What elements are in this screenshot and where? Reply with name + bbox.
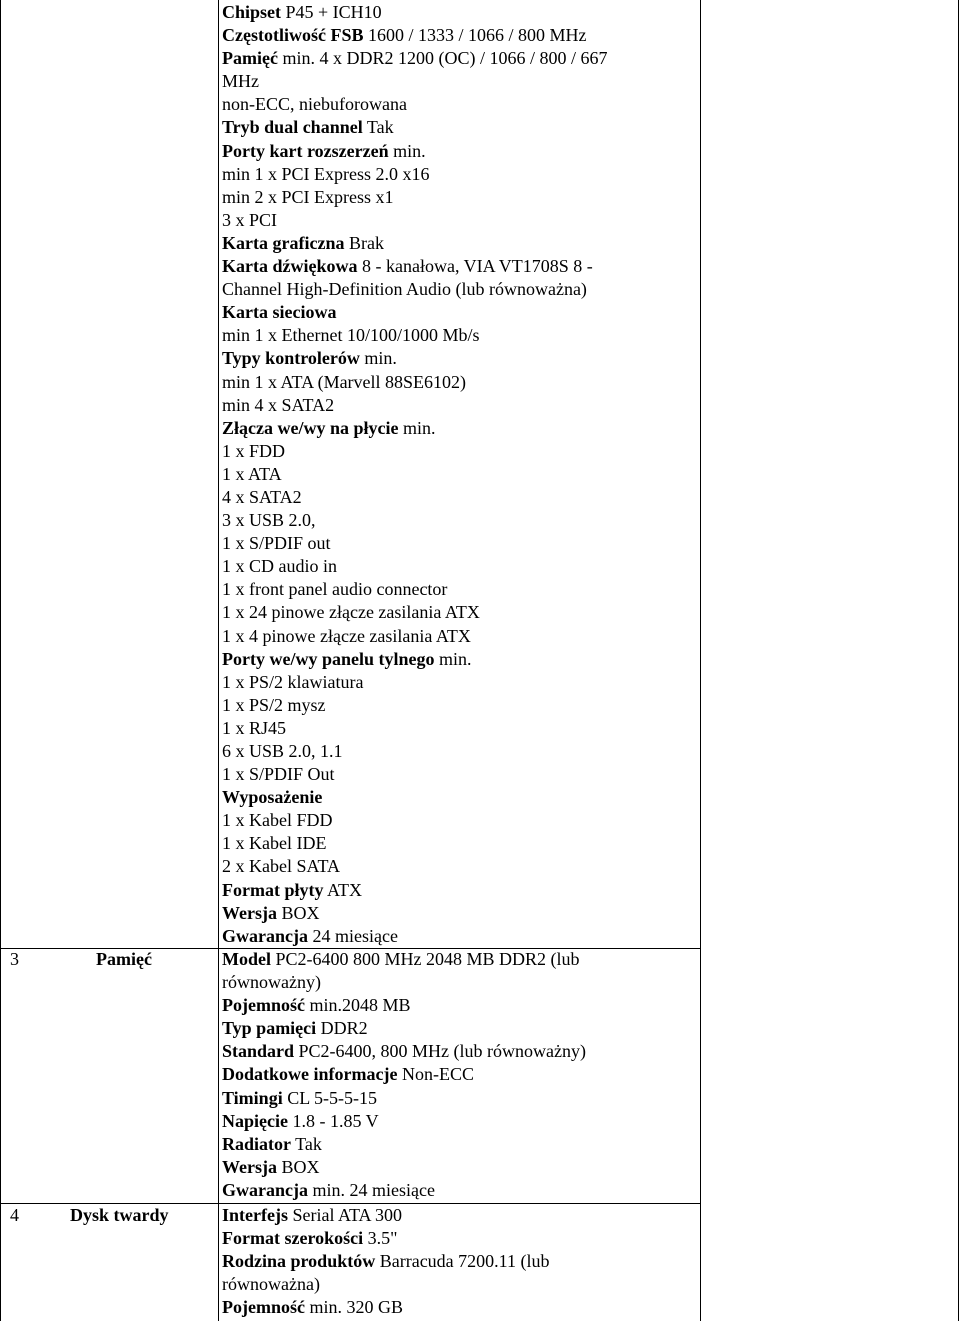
spec-label: Częstotliwość FSB xyxy=(222,25,364,46)
spec-label: Wersja xyxy=(222,1156,277,1177)
spec-line xyxy=(222,879,607,902)
spec-value: 1 x front panel audio connector xyxy=(222,579,448,600)
column-divider-spec xyxy=(700,0,701,1321)
spec-value: DDR2 xyxy=(316,1018,368,1039)
spec-line xyxy=(222,1,607,24)
spec-line xyxy=(222,809,607,832)
spec-line xyxy=(222,47,607,70)
spec-line xyxy=(222,186,607,209)
spec-line xyxy=(222,1179,586,1202)
table-border-right xyxy=(958,0,959,1321)
spec-line xyxy=(222,694,607,717)
spec-cell-hard-drive xyxy=(222,1204,550,1319)
spec-line xyxy=(222,925,607,948)
spec-value: 1 x 24 pinowe złącze zasilania ATX xyxy=(222,602,480,623)
spec-line xyxy=(222,740,607,763)
column-divider-name xyxy=(218,0,219,1321)
spec-line xyxy=(222,1063,586,1086)
spec-value: min 2 x PCI Express x1 xyxy=(222,186,394,207)
spec-label: Gwarancja xyxy=(222,925,308,946)
spec-value: PC2-6400 800 MHz 2048 MB DDR2 (lub xyxy=(271,949,580,969)
spec-line xyxy=(222,417,607,440)
spec-value: 1600 / 1333 / 1066 / 800 MHz xyxy=(363,25,587,46)
spec-value: min.2048 MB xyxy=(304,995,411,1016)
spec-value: 8 - kanałowa, VIA VT1708S 8 - xyxy=(357,256,593,277)
spec-line xyxy=(222,717,607,740)
spec-line xyxy=(222,301,607,324)
spec-value: non-ECC, niebuforowana xyxy=(222,94,407,115)
spec-label: Radiator xyxy=(222,1133,291,1154)
spec-cell-motherboard xyxy=(222,1,607,948)
spec-value: min 1 x ATA (Marvell 88SE6102) xyxy=(222,371,467,392)
spec-value: 1 x PS/2 klawiatura xyxy=(222,671,364,692)
row-number: 4 xyxy=(10,1205,19,1225)
spec-value: równoważna) xyxy=(222,1274,320,1295)
spec-line xyxy=(222,463,607,486)
spec-label: Typ pamięci xyxy=(222,1018,317,1039)
spec-value: 1 x S/PDIF out xyxy=(222,533,331,554)
spec-value: BOX xyxy=(276,1156,320,1177)
spec-label: Dodatkowe informacje xyxy=(222,1064,398,1085)
spec-line xyxy=(222,93,607,116)
spec-value: 3 x USB 2.0, xyxy=(222,510,316,531)
spec-value: Serial ATA 300 xyxy=(287,1205,403,1225)
spec-line xyxy=(222,347,607,370)
spec-value: 1 x PS/2 mysz xyxy=(222,694,326,715)
spec-line xyxy=(222,324,607,347)
spec-value: 24 miesiące xyxy=(307,925,398,946)
spec-label: Chipset xyxy=(222,2,282,22)
spec-value: 1 x CD audio in xyxy=(222,556,337,577)
component-name: Pamięć xyxy=(96,949,152,969)
spec-line xyxy=(222,532,607,555)
spec-line xyxy=(222,1156,586,1179)
spec-line xyxy=(222,601,607,624)
spec-value: min. xyxy=(398,417,436,438)
spec-line xyxy=(222,902,607,925)
spec-label: Model xyxy=(222,949,271,969)
spec-value: 4 x SATA2 xyxy=(222,486,302,507)
spec-line xyxy=(222,832,607,855)
spec-label: Karta sieciowa xyxy=(222,302,337,323)
spec-label: Timingi xyxy=(222,1087,283,1108)
spec-value: 1 x 4 pinowe złącze zasilania ATX xyxy=(222,625,471,646)
spec-line xyxy=(222,971,586,994)
spec-line xyxy=(222,671,607,694)
spec-label: Złącza we/wy na płycie xyxy=(222,417,399,438)
spec-value: 1 x ATA xyxy=(222,463,282,484)
spec-value: BOX xyxy=(276,902,320,923)
spec-value: ATX xyxy=(323,879,362,900)
spec-line xyxy=(222,116,607,139)
spec-line xyxy=(222,625,607,648)
spec-value: Barracuda 7200.11 (lub xyxy=(375,1251,550,1272)
spec-line xyxy=(222,555,607,578)
spec-line xyxy=(222,1087,586,1110)
spec-value: Brak xyxy=(344,232,384,253)
spec-label: Karta dźwiękowa xyxy=(222,256,358,277)
spec-value: 1 x Kabel FDD xyxy=(222,810,333,831)
spec-label: Porty kart rozszerzeń xyxy=(222,140,389,161)
spec-line xyxy=(222,763,607,786)
spec-label: Tryb dual channel xyxy=(222,117,363,138)
spec-label: Wersja xyxy=(222,902,277,923)
spec-line xyxy=(222,232,607,255)
spec-value: 1 x FDD xyxy=(222,440,286,461)
spec-line xyxy=(222,1110,586,1133)
spec-label: Standard xyxy=(222,1041,295,1062)
spec-line xyxy=(222,278,607,301)
spec-line xyxy=(222,163,607,186)
spec-value: Non-ECC xyxy=(397,1064,474,1085)
spec-label: Pojemność xyxy=(222,995,305,1016)
spec-line xyxy=(222,440,607,463)
spec-line xyxy=(222,948,586,971)
spec-label: Napięcie xyxy=(222,1110,288,1131)
spec-value: MHz xyxy=(222,71,259,92)
spec-line xyxy=(222,255,607,278)
spec-value: min. 4 x DDR2 1200 (OC) / 1066 / 800 / 667 xyxy=(277,48,608,69)
spec-value: 1 x RJ45 xyxy=(222,717,287,738)
spec-cell-memory xyxy=(222,948,586,1202)
spec-line xyxy=(222,209,607,232)
spec-line xyxy=(222,486,607,509)
spec-line xyxy=(222,371,607,394)
spec-line xyxy=(222,1227,550,1250)
spec-line xyxy=(222,578,607,601)
spec-line xyxy=(222,786,607,809)
spec-value: CL 5-5-5-15 xyxy=(282,1087,378,1108)
spec-value: min. xyxy=(434,648,472,669)
spec-value: min. xyxy=(388,140,426,161)
spec-value: Tak xyxy=(291,1133,322,1154)
spec-line xyxy=(222,394,607,417)
spec-value: Channel High-Definition Audio (lub równoważna) xyxy=(222,279,587,300)
spec-label: Rodzina produktów xyxy=(222,1251,376,1272)
spec-label: Pamięć xyxy=(222,48,278,69)
spec-value: min. 320 GB xyxy=(304,1297,403,1318)
spec-value: min 1 x Ethernet 10/100/1000 Mb/s xyxy=(222,325,480,346)
spec-value: równoważny) xyxy=(222,972,321,993)
spec-label: Format szerokości xyxy=(222,1228,364,1249)
row-number: 3 xyxy=(10,949,19,969)
spec-line xyxy=(222,509,607,532)
spec-value: min. xyxy=(359,348,397,369)
spec-value: 2 x Kabel SATA xyxy=(222,856,341,877)
spec-value: min 1 x PCI Express 2.0 x16 xyxy=(222,163,430,184)
spec-label: Gwarancja xyxy=(222,1179,308,1200)
spec-label: Pojemność xyxy=(222,1297,305,1318)
spec-value: 3 x PCI xyxy=(222,209,278,230)
spec-line xyxy=(222,1040,586,1063)
spec-line xyxy=(222,994,586,1017)
spec-line xyxy=(222,1273,550,1296)
spec-value: min 4 x SATA2 xyxy=(222,394,335,415)
spec-value: Tak xyxy=(362,117,394,138)
spec-value: min. 24 miesiące xyxy=(307,1179,435,1200)
spec-value: PC2-6400, 800 MHz (lub równoważny) xyxy=(294,1041,586,1062)
spec-line xyxy=(222,1133,586,1156)
spec-value: 6 x USB 2.0, 1.1 xyxy=(222,741,343,761)
spec-value: 1 x S/PDIF Out xyxy=(222,764,335,785)
spec-line xyxy=(222,1017,586,1040)
spec-line xyxy=(222,1296,550,1319)
table-border-left xyxy=(0,0,1,1321)
spec-line xyxy=(222,1250,550,1273)
spec-line xyxy=(222,70,607,93)
spec-label: Porty we/wy panelu tylnego xyxy=(222,648,435,669)
spec-value: P45 + ICH10 xyxy=(281,2,382,22)
spec-line xyxy=(222,855,607,878)
spec-label: Interfejs xyxy=(222,1205,288,1225)
spec-line xyxy=(222,648,607,671)
component-name: Dysk twardy xyxy=(70,1205,169,1225)
spec-line xyxy=(222,140,607,163)
spec-label: Karta graficzna xyxy=(222,232,345,253)
spec-value: 3.5" xyxy=(363,1228,398,1249)
spec-line xyxy=(222,1204,550,1227)
spec-label: Format płyty xyxy=(222,879,324,900)
spec-value: 1.8 - 1.85 V xyxy=(287,1110,379,1131)
spec-value: 1 x Kabel IDE xyxy=(222,833,327,854)
spec-label: Typy kontrolerów xyxy=(222,348,360,369)
spec-label: Wyposażenie xyxy=(222,787,323,808)
spec-line xyxy=(222,24,607,47)
